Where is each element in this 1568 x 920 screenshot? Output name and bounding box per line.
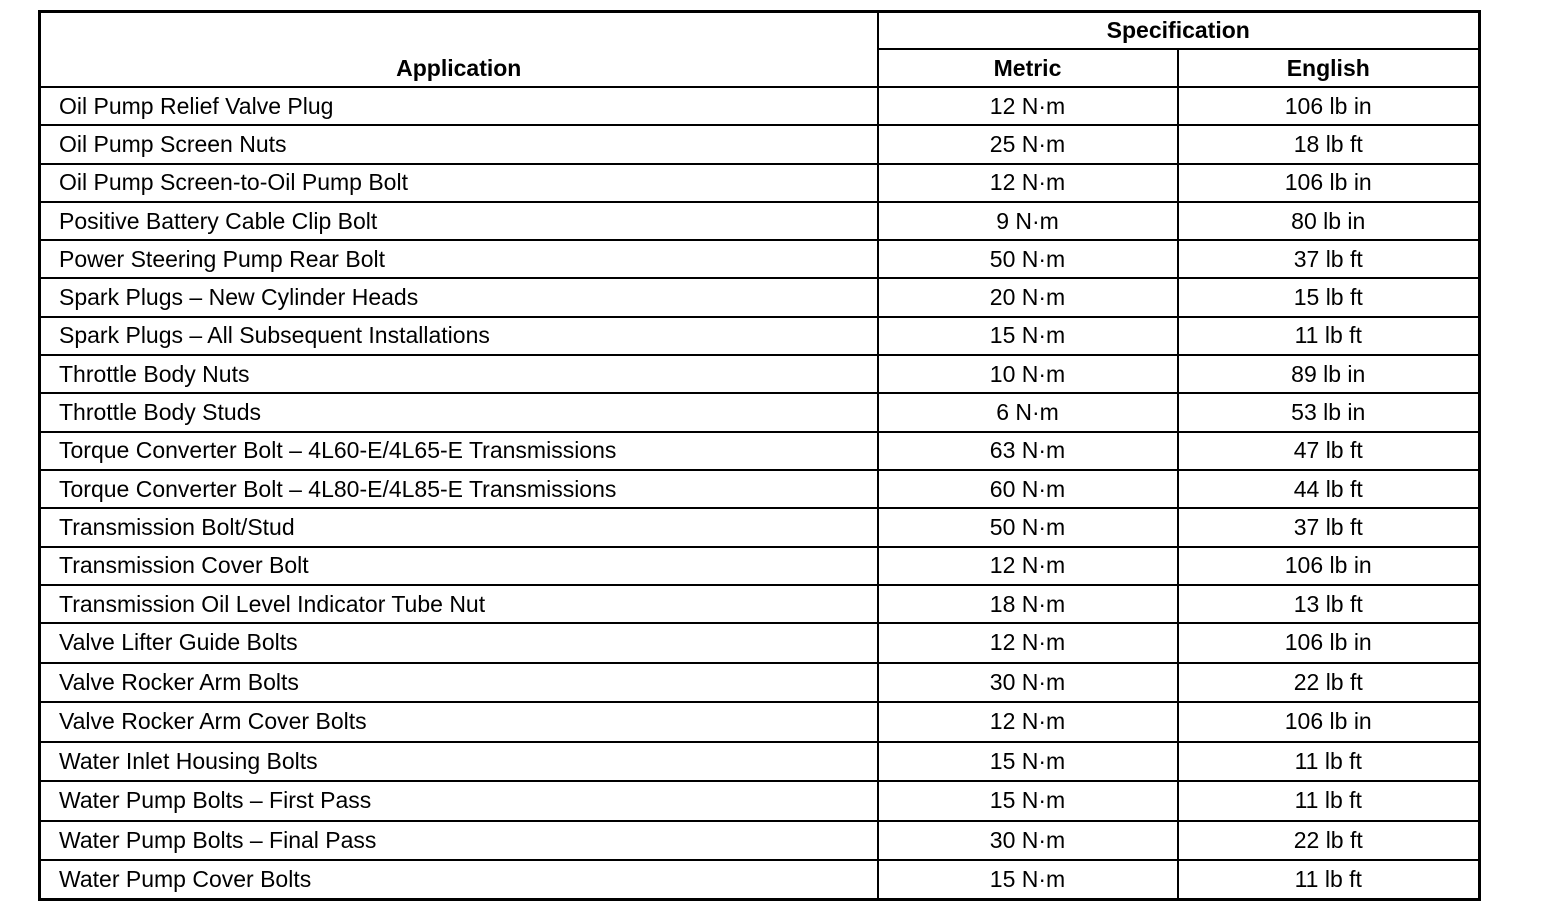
metric-cell: 60 N·m [878, 470, 1178, 508]
application-cell: Oil Pump Relief Valve Plug [40, 87, 878, 125]
metric-cell: 15 N·m [878, 317, 1178, 355]
english-cell: 22 lb ft [1178, 663, 1480, 703]
metric-cell: 9 N·m [878, 202, 1178, 240]
table-row [40, 860, 1480, 900]
application-cell: Spark Plugs – All Subsequent Installations [40, 317, 878, 355]
table-row [40, 508, 1480, 546]
specification-header: Specification [878, 12, 1480, 50]
english-cell: 80 lb in [1178, 202, 1480, 240]
application-cell: Oil Pump Screen-to-Oil Pump Bolt [40, 164, 878, 202]
table-row [40, 623, 1480, 663]
english-cell: 47 lb ft [1178, 432, 1480, 470]
table-row [40, 240, 1480, 278]
english-cell: 13 lb ft [1178, 585, 1480, 623]
table-row [40, 742, 1480, 782]
table-row [40, 164, 1480, 202]
metric-cell: 30 N·m [878, 821, 1178, 861]
metric-cell: 12 N·m [878, 164, 1178, 202]
application-cell: Torque Converter Bolt – 4L60-E/4L65-E Transmissions [40, 432, 878, 470]
english-cell: 106 lb in [1178, 702, 1480, 742]
application-cell: Valve Lifter Guide Bolts [40, 623, 878, 663]
table-row [40, 317, 1480, 355]
metric-cell: 12 N·m [878, 87, 1178, 125]
table-row [40, 547, 1480, 585]
application-cell: Positive Battery Cable Clip Bolt [40, 202, 878, 240]
english-cell: 106 lb in [1178, 547, 1480, 585]
table-row [40, 278, 1480, 316]
metric-cell: 30 N·m [878, 663, 1178, 703]
metric-cell: 18 N·m [878, 585, 1178, 623]
application-cell: Throttle Body Studs [40, 393, 878, 431]
metric-cell: 10 N·m [878, 355, 1178, 393]
metric-cell: 63 N·m [878, 432, 1178, 470]
table-row [40, 125, 1480, 163]
table-row [40, 663, 1480, 703]
metric-cell: 20 N·m [878, 278, 1178, 316]
table-row [40, 432, 1480, 470]
table-row [40, 87, 1480, 125]
english-cell: 18 lb ft [1178, 125, 1480, 163]
table-row [40, 470, 1480, 508]
english-cell: 11 lb ft [1178, 742, 1480, 782]
application-cell: Water Pump Cover Bolts [40, 860, 878, 900]
metric-header: Metric [878, 49, 1178, 87]
table-row [40, 702, 1480, 742]
english-cell: 53 lb in [1178, 393, 1480, 431]
english-cell: 44 lb ft [1178, 470, 1480, 508]
metric-cell: 50 N·m [878, 508, 1178, 546]
application-cell: Transmission Cover Bolt [40, 547, 878, 585]
application-cell: Transmission Bolt/Stud [40, 508, 878, 546]
table-row [40, 202, 1480, 240]
metric-cell: 6 N·m [878, 393, 1178, 431]
application-cell: Water Inlet Housing Bolts [40, 742, 878, 782]
english-cell: 11 lb ft [1178, 317, 1480, 355]
application-cell: Transmission Oil Level Indicator Tube Nut [40, 585, 878, 623]
english-header: English [1178, 49, 1480, 87]
metric-cell: 15 N·m [878, 860, 1178, 900]
table-row [40, 821, 1480, 861]
english-cell: 106 lb in [1178, 164, 1480, 202]
table-header [40, 12, 1480, 88]
fastener-spec-table [38, 10, 1481, 901]
application-cell: Water Pump Bolts – First Pass [40, 781, 878, 821]
metric-cell: 15 N·m [878, 742, 1178, 782]
metric-cell: 15 N·m [878, 781, 1178, 821]
table-row [40, 355, 1480, 393]
metric-cell: 12 N·m [878, 623, 1178, 663]
application-cell: Throttle Body Nuts [40, 355, 878, 393]
english-cell: 106 lb in [1178, 623, 1480, 663]
english-cell: 106 lb in [1178, 87, 1480, 125]
english-cell: 11 lb ft [1178, 781, 1480, 821]
application-cell: Oil Pump Screen Nuts [40, 125, 878, 163]
header-row-top [40, 12, 1480, 50]
table-body [40, 87, 1480, 900]
metric-cell: 12 N·m [878, 702, 1178, 742]
english-cell: 37 lb ft [1178, 240, 1480, 278]
english-cell: 89 lb in [1178, 355, 1480, 393]
application-cell: Valve Rocker Arm Bolts [40, 663, 878, 703]
english-cell: 15 lb ft [1178, 278, 1480, 316]
metric-cell: 12 N·m [878, 547, 1178, 585]
application-cell: Valve Rocker Arm Cover Bolts [40, 702, 878, 742]
english-cell: 37 lb ft [1178, 508, 1480, 546]
table-row [40, 393, 1480, 431]
metric-cell: 25 N·m [878, 125, 1178, 163]
application-cell: Water Pump Bolts – Final Pass [40, 821, 878, 861]
english-cell: 22 lb ft [1178, 821, 1480, 861]
table-row [40, 781, 1480, 821]
application-cell: Torque Converter Bolt – 4L80-E/4L85-E Transmissions [40, 470, 878, 508]
application-cell: Power Steering Pump Rear Bolt [40, 240, 878, 278]
english-cell: 11 lb ft [1178, 860, 1480, 900]
application-header: Application [40, 12, 878, 88]
metric-cell: 50 N·m [878, 240, 1178, 278]
application-cell: Spark Plugs – New Cylinder Heads [40, 278, 878, 316]
table-row [40, 585, 1480, 623]
